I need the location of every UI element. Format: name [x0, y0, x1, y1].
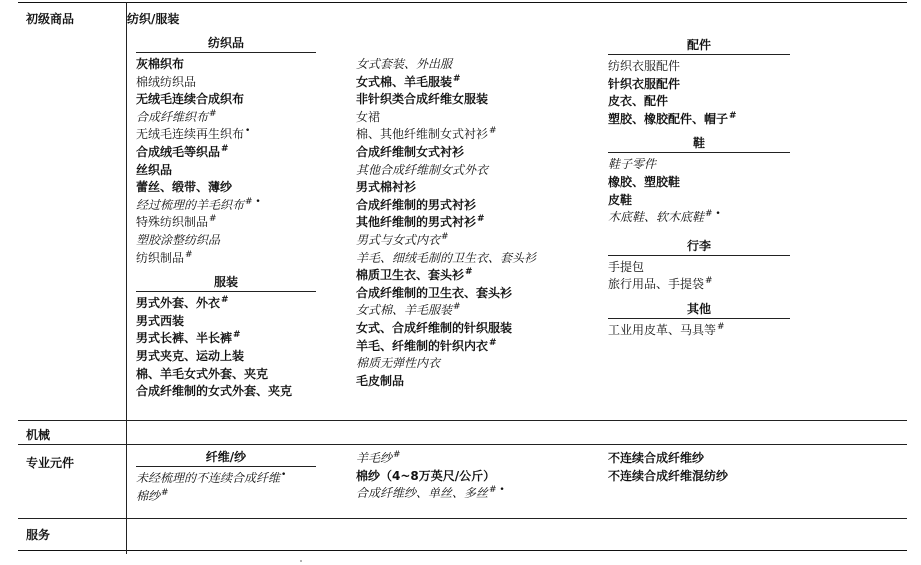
footnote-mark: # — [489, 337, 497, 348]
list-item — [608, 322, 790, 340]
item-text: 男式外套、外衣 — [136, 296, 221, 311]
category-components: 专业元件 — [26, 456, 75, 470]
list-item — [608, 259, 790, 277]
footnote-mark: # • — [245, 196, 261, 207]
item-text: 橡胶、塑胶鞋 — [608, 174, 681, 189]
list-item — [136, 366, 316, 384]
list-item — [356, 232, 596, 250]
textiles-heading: 纺织品 — [136, 34, 316, 53]
list-item — [356, 250, 596, 268]
list-item — [136, 383, 316, 401]
list-item — [608, 174, 790, 192]
trade-category-table — [18, 2, 907, 554]
item-text: 男式西装 — [136, 313, 185, 328]
other-list — [608, 322, 790, 340]
category-services: 服务 — [26, 528, 51, 542]
list-item — [356, 214, 596, 232]
apparel-list — [136, 295, 316, 401]
item-text: 棉质卫生衣、套头衫 — [356, 268, 465, 283]
list-item — [608, 450, 828, 468]
list-item — [356, 126, 596, 144]
list-item — [136, 348, 316, 366]
item-text: 女式、合成纤维制的针织服装 — [356, 320, 513, 335]
footnote-mark: # — [221, 295, 229, 306]
footnote-mark: # — [393, 450, 401, 460]
apparel-column-2 — [356, 56, 596, 390]
row-divider — [18, 420, 907, 421]
item-text: 棉、羊毛女式外套、夹克 — [136, 366, 269, 381]
footnote-mark: # — [185, 249, 193, 260]
item-text: 灰棉织布 — [136, 57, 185, 71]
item-text: 纺织制品 — [136, 250, 185, 265]
accessories-heading: 配件 — [608, 36, 790, 55]
item-text: 羊毛纱 — [356, 451, 393, 465]
list-item — [136, 74, 316, 92]
item-text: 女式棉、羊毛服装 — [356, 303, 453, 318]
item-text: 非针织类合成纤维女服装 — [356, 92, 489, 107]
list-item — [608, 192, 790, 210]
column-divider — [126, 2, 127, 554]
footnote-mark: • — [281, 470, 287, 480]
footnote-mark: • — [245, 126, 251, 137]
list-item — [356, 179, 596, 197]
item-text: 棉绒纺织品 — [136, 74, 197, 89]
list-item — [136, 488, 316, 506]
luggage-list — [608, 259, 790, 294]
fiber-column — [136, 448, 316, 505]
footnote-mark: # • — [489, 485, 505, 496]
list-item — [136, 179, 316, 197]
list-item — [608, 468, 828, 486]
fiber-column-3 — [608, 450, 828, 485]
category-machinery: 机械 — [26, 428, 51, 442]
list-item — [356, 267, 596, 285]
list-item — [356, 373, 596, 391]
item-text: 针织衣服配件 — [608, 76, 681, 91]
item-text: 合成纤维制的卫生衣、套头衫 — [356, 285, 513, 300]
list-item — [608, 276, 790, 294]
list-item — [136, 250, 316, 268]
item-text: 经过梳理的羊毛织布 — [136, 197, 245, 212]
list-item — [356, 74, 596, 92]
list-item — [136, 144, 316, 162]
item-text: 羊毛、细绒毛制的卫生衣、套头衫 — [356, 250, 537, 265]
item-text: 无绒毛连续再生织布 — [136, 127, 245, 142]
item-text: 男式夹克、运动上装 — [136, 348, 245, 363]
item-text: 棉、其他纤维制女式衬衫 — [356, 127, 489, 142]
footnote-mark: # • — [705, 209, 721, 220]
item-text: 其他纤维制的男式衬衫 — [356, 215, 477, 230]
list-item — [608, 111, 790, 129]
list-item — [356, 302, 596, 320]
item-text: 其他合成纤维制女式外衣 — [356, 162, 489, 177]
shoes-list — [608, 156, 790, 226]
list-item — [356, 450, 596, 468]
list-item — [608, 209, 790, 227]
textile-apparel-column — [136, 34, 316, 401]
other-heading: 其他 — [608, 300, 790, 319]
list-item — [136, 197, 316, 215]
list-item — [136, 330, 316, 348]
item-text: 特殊纺织制品 — [136, 215, 209, 230]
fiber-list-3 — [608, 450, 828, 485]
list-item — [608, 58, 790, 76]
item-text: 纺织衣服配件 — [608, 59, 681, 73]
footnote-mark: # — [453, 73, 461, 84]
item-text: 男式棉衬衫 — [356, 180, 417, 195]
item-text: 男式长裤、半长裤 — [136, 331, 233, 346]
accessories-list — [608, 58, 790, 128]
category-primary-goods: 初级商品 — [26, 12, 75, 26]
item-text: 皮衣、配件 — [608, 94, 669, 109]
list-item — [356, 320, 596, 338]
list-item — [356, 485, 596, 503]
apparel-list-2 — [356, 56, 596, 390]
row-divider — [18, 518, 907, 519]
row-divider — [18, 444, 907, 445]
item-text: 男式与女式内衣 — [356, 232, 441, 247]
table-top-rule — [18, 2, 907, 3]
list-item — [356, 56, 596, 74]
list-item — [136, 109, 316, 127]
item-text: 女式套装、外出服 — [356, 57, 453, 71]
list-item — [356, 91, 596, 109]
item-text: 塑胶、橡胶配件、帽子 — [608, 111, 729, 126]
list-item — [136, 91, 316, 109]
footnote-mark: # — [489, 126, 497, 137]
footnote-mark: # — [717, 321, 725, 332]
item-text: 合成纤维制的男式衬衫 — [356, 197, 477, 212]
list-item — [356, 468, 596, 486]
item-text: 女式棉、羊毛服装 — [356, 74, 453, 89]
footnote-mark: # — [705, 276, 713, 287]
list-item — [136, 162, 316, 180]
shoes-heading: 鞋 — [608, 134, 790, 153]
list-item — [608, 93, 790, 111]
item-text: 不连续合成纤维混纺纱 — [608, 468, 729, 483]
footnote-mark: # — [233, 330, 241, 341]
item-text: 皮鞋 — [608, 192, 633, 207]
item-text: 羊毛、纤维制的针织内衣 — [356, 338, 489, 353]
footnote-mark: # — [161, 487, 169, 498]
item-text: 鞋子零件 — [608, 157, 657, 172]
footnote-mark: # — [221, 143, 229, 154]
fiber-heading: 纤维/纱 — [136, 448, 316, 467]
scan-speck — [300, 560, 302, 562]
item-text: 女裙 — [356, 109, 381, 124]
item-text: 毛皮制品 — [356, 373, 405, 388]
section-title: 纺织/服装 — [127, 12, 180, 26]
list-item — [136, 126, 316, 144]
item-text: 无绒毛连续合成织布 — [136, 92, 245, 107]
footnote-mark: # — [209, 214, 217, 225]
list-item — [136, 214, 316, 232]
item-text: 旅行用品、手提袋 — [608, 277, 705, 292]
footnote-mark: # — [477, 214, 485, 225]
list-item — [356, 162, 596, 180]
list-item — [356, 197, 596, 215]
footnote-mark: # — [453, 302, 461, 313]
fiber-column-2 — [356, 450, 596, 503]
item-text: 合成绒毛等织品 — [136, 144, 221, 159]
textiles-list — [136, 56, 316, 267]
item-text: 合成纤维制女式衬衫 — [356, 144, 465, 159]
list-item — [136, 56, 316, 74]
item-text: 工业用皮革、马具等 — [608, 322, 717, 337]
list-item — [356, 285, 596, 303]
item-text: 手提包 — [608, 259, 645, 274]
fiber-list-2 — [356, 450, 596, 503]
list-item — [356, 355, 596, 373]
footnote-mark: # — [465, 267, 473, 278]
list-item — [136, 313, 316, 331]
item-text: 棉纱 — [136, 488, 161, 503]
item-text: 棉纱（4~8万英尺/公斤） — [356, 468, 496, 483]
list-item — [136, 232, 316, 250]
item-text: 合成纤维织布 — [136, 109, 209, 124]
item-text: 不连续合成纤维纱 — [608, 451, 705, 465]
list-item — [608, 76, 790, 94]
item-text: 丝织品 — [136, 162, 173, 177]
item-text: 蕾丝、缎带、薄纱 — [136, 180, 233, 195]
apparel-heading: 服装 — [136, 273, 316, 292]
accessories-column — [608, 36, 790, 340]
item-text: 合成纤维纱、单丝、多丝 — [356, 486, 489, 501]
fiber-list — [136, 470, 316, 505]
list-item — [136, 470, 316, 488]
footnote-mark: # — [209, 108, 217, 119]
footnote-mark: # — [441, 231, 449, 242]
list-item — [608, 156, 790, 174]
item-text: 未经梳理的不连续合成纤维 — [136, 471, 281, 485]
list-item — [356, 109, 596, 127]
item-text: 塑胶涂整纺织品 — [136, 232, 221, 247]
list-item — [136, 295, 316, 313]
list-item — [356, 144, 596, 162]
item-text: 木底鞋、软木底鞋 — [608, 210, 705, 225]
luggage-heading: 行李 — [608, 237, 790, 256]
table-bottom-rule — [18, 550, 907, 551]
item-text: 合成纤维制的女式外套、夹克 — [136, 384, 293, 399]
item-text: 棉质无弹性内衣 — [356, 356, 441, 371]
list-item — [356, 338, 596, 356]
footnote-mark: # — [729, 110, 737, 121]
